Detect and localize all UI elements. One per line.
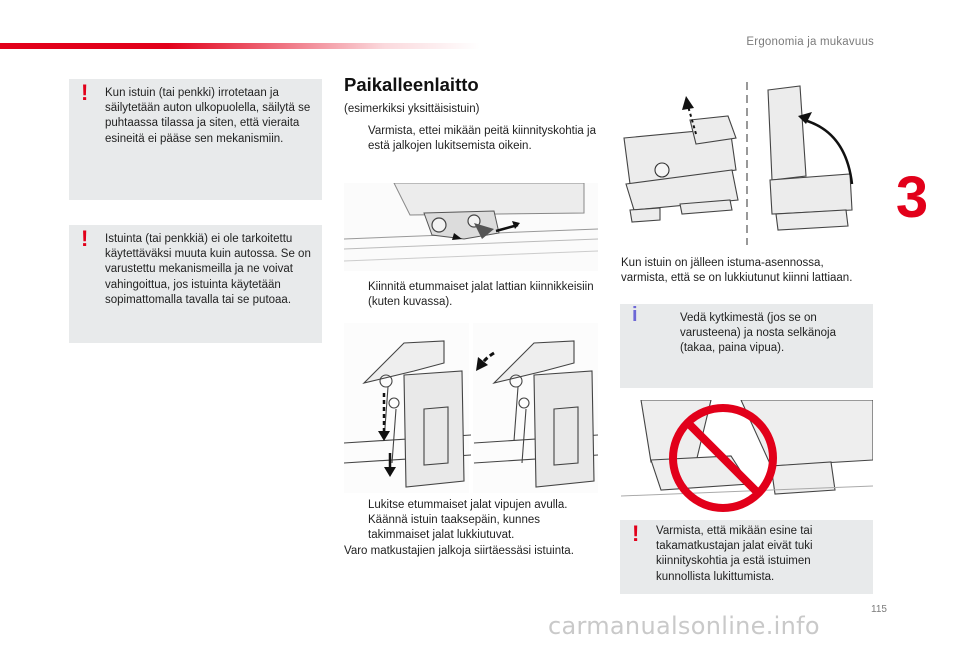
subtitle: (esimerkiksi yksittäisistuin) — [344, 103, 480, 115]
exclamation-icon: ! — [81, 226, 89, 251]
info-icon: i — [632, 304, 638, 326]
page-title: Paikalleenlaitto — [344, 74, 479, 95]
step-3: Lukitse etummaiset jalat vipujen avulla. — [368, 499, 568, 511]
section-title: Ergonomia ja mukavuus — [746, 36, 874, 48]
figure-floor-anchors — [344, 183, 598, 271]
figure-front-legs — [344, 323, 598, 493]
warning-box-obstruction — [620, 520, 873, 594]
info-box-backrest — [620, 304, 873, 388]
watermark: carmanualsonline.info — [548, 612, 820, 640]
step-4: Käännä istuin taaksepäin, kunnes takimmaiset jalat lukkiutuvat. — [368, 514, 540, 542]
relock-caption: Kun istuin on jälleen istuma-asennossa, varmista, että se on lukkiutunut kiinni lattiaan. — [621, 257, 853, 285]
step-1: Varmista, ettei mikään peitä kiinnityskohtia ja estä jalkojen lukitsemista oikein. — [368, 125, 596, 153]
caution-note: Varo matkustajien jalkoja siirtäessäsi istuinta. — [344, 545, 574, 557]
exclamation-icon: ! — [632, 521, 640, 546]
warning-box-storage — [69, 79, 322, 200]
exclamation-icon: ! — [81, 80, 89, 105]
chapter-number: 3 — [895, 165, 929, 230]
figure-no-feet-on-anchors — [621, 400, 873, 514]
figure-seat-backrest — [620, 80, 874, 247]
page-number: 115 — [871, 604, 887, 615]
header-accent-bar — [0, 43, 480, 49]
warning-text: Istuinta (tai penkkiä) ei ole tarkoitettu käytettäväksi muuta kuin autossa. Se on varustettu mekanismeilla ja ne voivat vahingoittua, jos istuinta käytetään sopimattomalla tavalla tai se putoaa. — [105, 233, 311, 306]
info-bullet: Vedä kytkimestä (jos se on varusteena) ja nosta selkänoja (takaa, paina vipua). — [680, 312, 836, 355]
warning-text: Kun istuin (tai penkki) irrotetaan ja säilytetään auton ulkopuolella, säilytä se puhtaassa tilassa ja siten, että vieraita esineitä ei pääse sen mekanismiin. — [105, 87, 311, 145]
step-2: Kiinnitä etummaiset jalat lattian kiinnikkeisiin (kuten kuvassa). — [368, 281, 594, 309]
warning-text: Varmista, että mikään esine tai takamatkustajan jalat eivät tuki kiinnityskohtia ja estä istuimen kunnollista lukittumista. — [656, 525, 813, 583]
warning-box-usage — [69, 225, 322, 343]
